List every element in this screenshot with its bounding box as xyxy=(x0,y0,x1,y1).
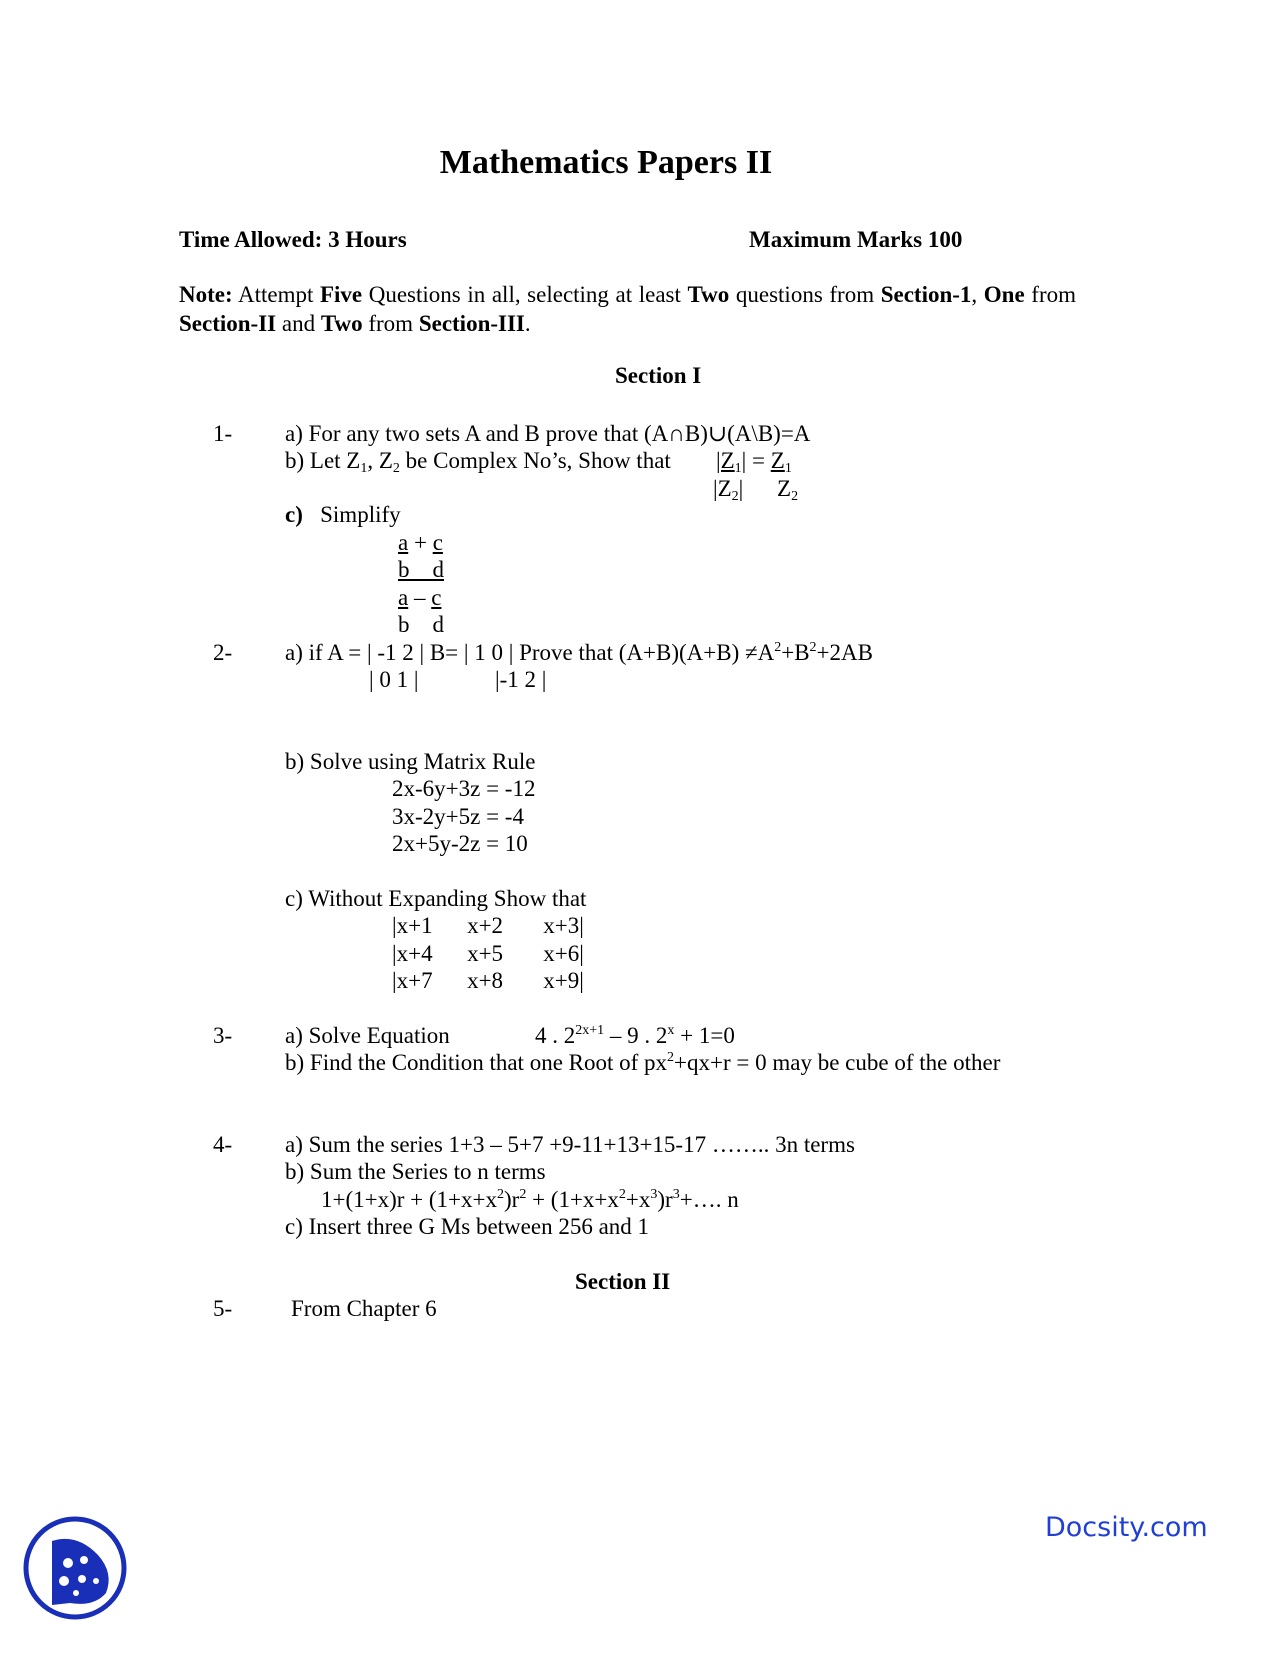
determinant-row: |x+4 x+5 x+6| xyxy=(392,941,584,966)
matrix-b-row2: |-1 2 | xyxy=(495,667,547,692)
question-1c: c) Simplify xyxy=(285,502,401,527)
question-number: 4- xyxy=(213,1132,233,1157)
question-1a: a) For any two sets A and B prove that (A∩B)∪(A\B)=A xyxy=(285,421,811,446)
equation: 3x-2y+5z = -4 xyxy=(392,804,524,829)
simplify-expression-line: a – c xyxy=(398,585,442,610)
time-allowed: Time Allowed: 3 Hours xyxy=(179,227,407,252)
instructions-note: Note: Attempt Five Questions in all, selecting at least Two questions from Section-1, One from Section-II and Two from Section-III. xyxy=(179,282,1076,336)
fraction-denominator: $|Z_2|$ xyxy=(713,476,744,504)
simplify-expression-line: b d xyxy=(398,557,444,582)
equation: 2x+5y-2z = 10 xyxy=(392,831,528,856)
question-number: 1- xyxy=(213,421,233,446)
question-number: 2- xyxy=(213,640,233,665)
matrix-a-row2: | 0 1 | xyxy=(369,667,419,692)
question-4a: a) Sum the series 1+3 – 5+7 +9-11+13+15-17 …….. 3n terms xyxy=(285,1132,855,1157)
question-3b: b) Find the Condition that one Root of $px^2+qx+r = 0$ may be cube of the other xyxy=(285,1050,1001,1075)
question-4c: c) Insert three G Ms between 256 and 1 xyxy=(285,1214,650,1239)
question-2b: b) Solve using Matrix Rule xyxy=(285,749,536,774)
question-2a: a) if A = | -1 2 | B= | 1 0 | Prove that $(A+B)(A+B) \ne A^2+B^2+2AB$ xyxy=(285,640,873,665)
exponential-equation: 4 . $2^{2x+1} - 9$ . $2^x + 1=0$ xyxy=(535,1023,735,1048)
question-3a: a) Solve Equation xyxy=(285,1023,450,1048)
section-heading: Section II xyxy=(575,1269,671,1294)
maximum-marks: Maximum Marks 100 xyxy=(749,227,963,252)
section-heading: Section I xyxy=(615,363,702,388)
determinant-row: |x+7 x+8 x+9| xyxy=(392,968,584,993)
equation: 2x-6y+3z = -12 xyxy=(392,776,536,801)
simplify-expression-line: b d xyxy=(398,612,444,637)
fraction-denominator-rhs: $Z_2$ xyxy=(777,476,799,504)
question-number: 3- xyxy=(213,1023,233,1048)
question-number: 5- xyxy=(213,1296,233,1321)
series-expression: $1+(1+x)r + (1+x+x^2)r^2$ + $(1+x+x^2+x^3)r^3+\dots$. n xyxy=(321,1187,739,1212)
question-2c: c) Without Expanding Show that xyxy=(285,886,587,911)
page-title: Mathematics Papers II xyxy=(439,144,773,181)
simplify-expression-line: a + c xyxy=(398,530,443,555)
docsity-logo-icon xyxy=(22,1515,128,1621)
determinant-row: |x+1 x+2 x+3| xyxy=(392,913,584,938)
question-1b: b) Let $Z_1$, $Z_2$ be Complex No’s, Show that xyxy=(285,448,671,476)
fraction-numerator: $|Z_1| = Z_1$ xyxy=(716,448,792,476)
docsity-brand-link[interactable]: Docsity.com xyxy=(1045,1512,1208,1543)
question-4b: b) Sum the Series to n terms xyxy=(285,1159,546,1184)
question-5: From Chapter 6 xyxy=(291,1296,437,1321)
